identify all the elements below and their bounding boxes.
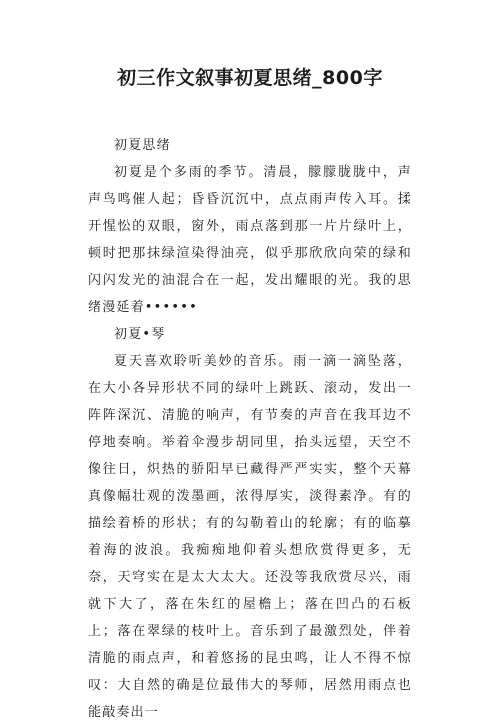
section-heading: 初夏•琴	[114, 327, 166, 342]
section-heading: 初夏思绪	[114, 138, 171, 153]
section-paragraph: 初夏是个多雨的季节。清晨，朦朦胧胧中，声声鸟鸣催人起；昏昏沉沉中，点点雨声传入耳。揉开惺忪的双眼，窗外，雨点落到那一片片绿叶上，顿时把那抹绿渲染得油亮，似乎那欣欣向荣的绿和闪闪发光的油混合在一起，发出耀眼的光。我的思绪漫延着••••••	[88, 165, 412, 315]
section-paragraph: 夏天喜欢聆听美妙的音乐。雨一滴一滴坠落，在大小各异形状不同的绿叶上跳跃、滚动，发出一阵阵深沉、清脆的响声，有节奏的声音在我耳边不停地奏响。举着伞漫步胡同里，抬头远望，天空不像往日，炽热的骄阳早已藏得严严实实，整个天幕真像幅壮观的泼墨画，浓得厚实，淡得素净。有的描绘着桥的形状；有的勾勒着山的轮廓；有的临摹着海的波浪。我痴痴地仰着头想欣赏得更多，无奈，天穹实在是太大太大。还没等我欣赏尽兴，雨就下大了，落在朱红的屋檐上；落在凹凸的石板上；落在翠绿的枝叶上。音乐到了最激烈处，伴着清脆的雨点声，和着悠扬的昆虫鸣，让人不得不惊叹：大自然的确是位最伟大的琴师，居然用雨点也能敲奏出一	[88, 354, 412, 720]
document-title: 初三作文叙事初夏思绪_800字	[117, 67, 383, 89]
document-body	[88, 132, 412, 726]
